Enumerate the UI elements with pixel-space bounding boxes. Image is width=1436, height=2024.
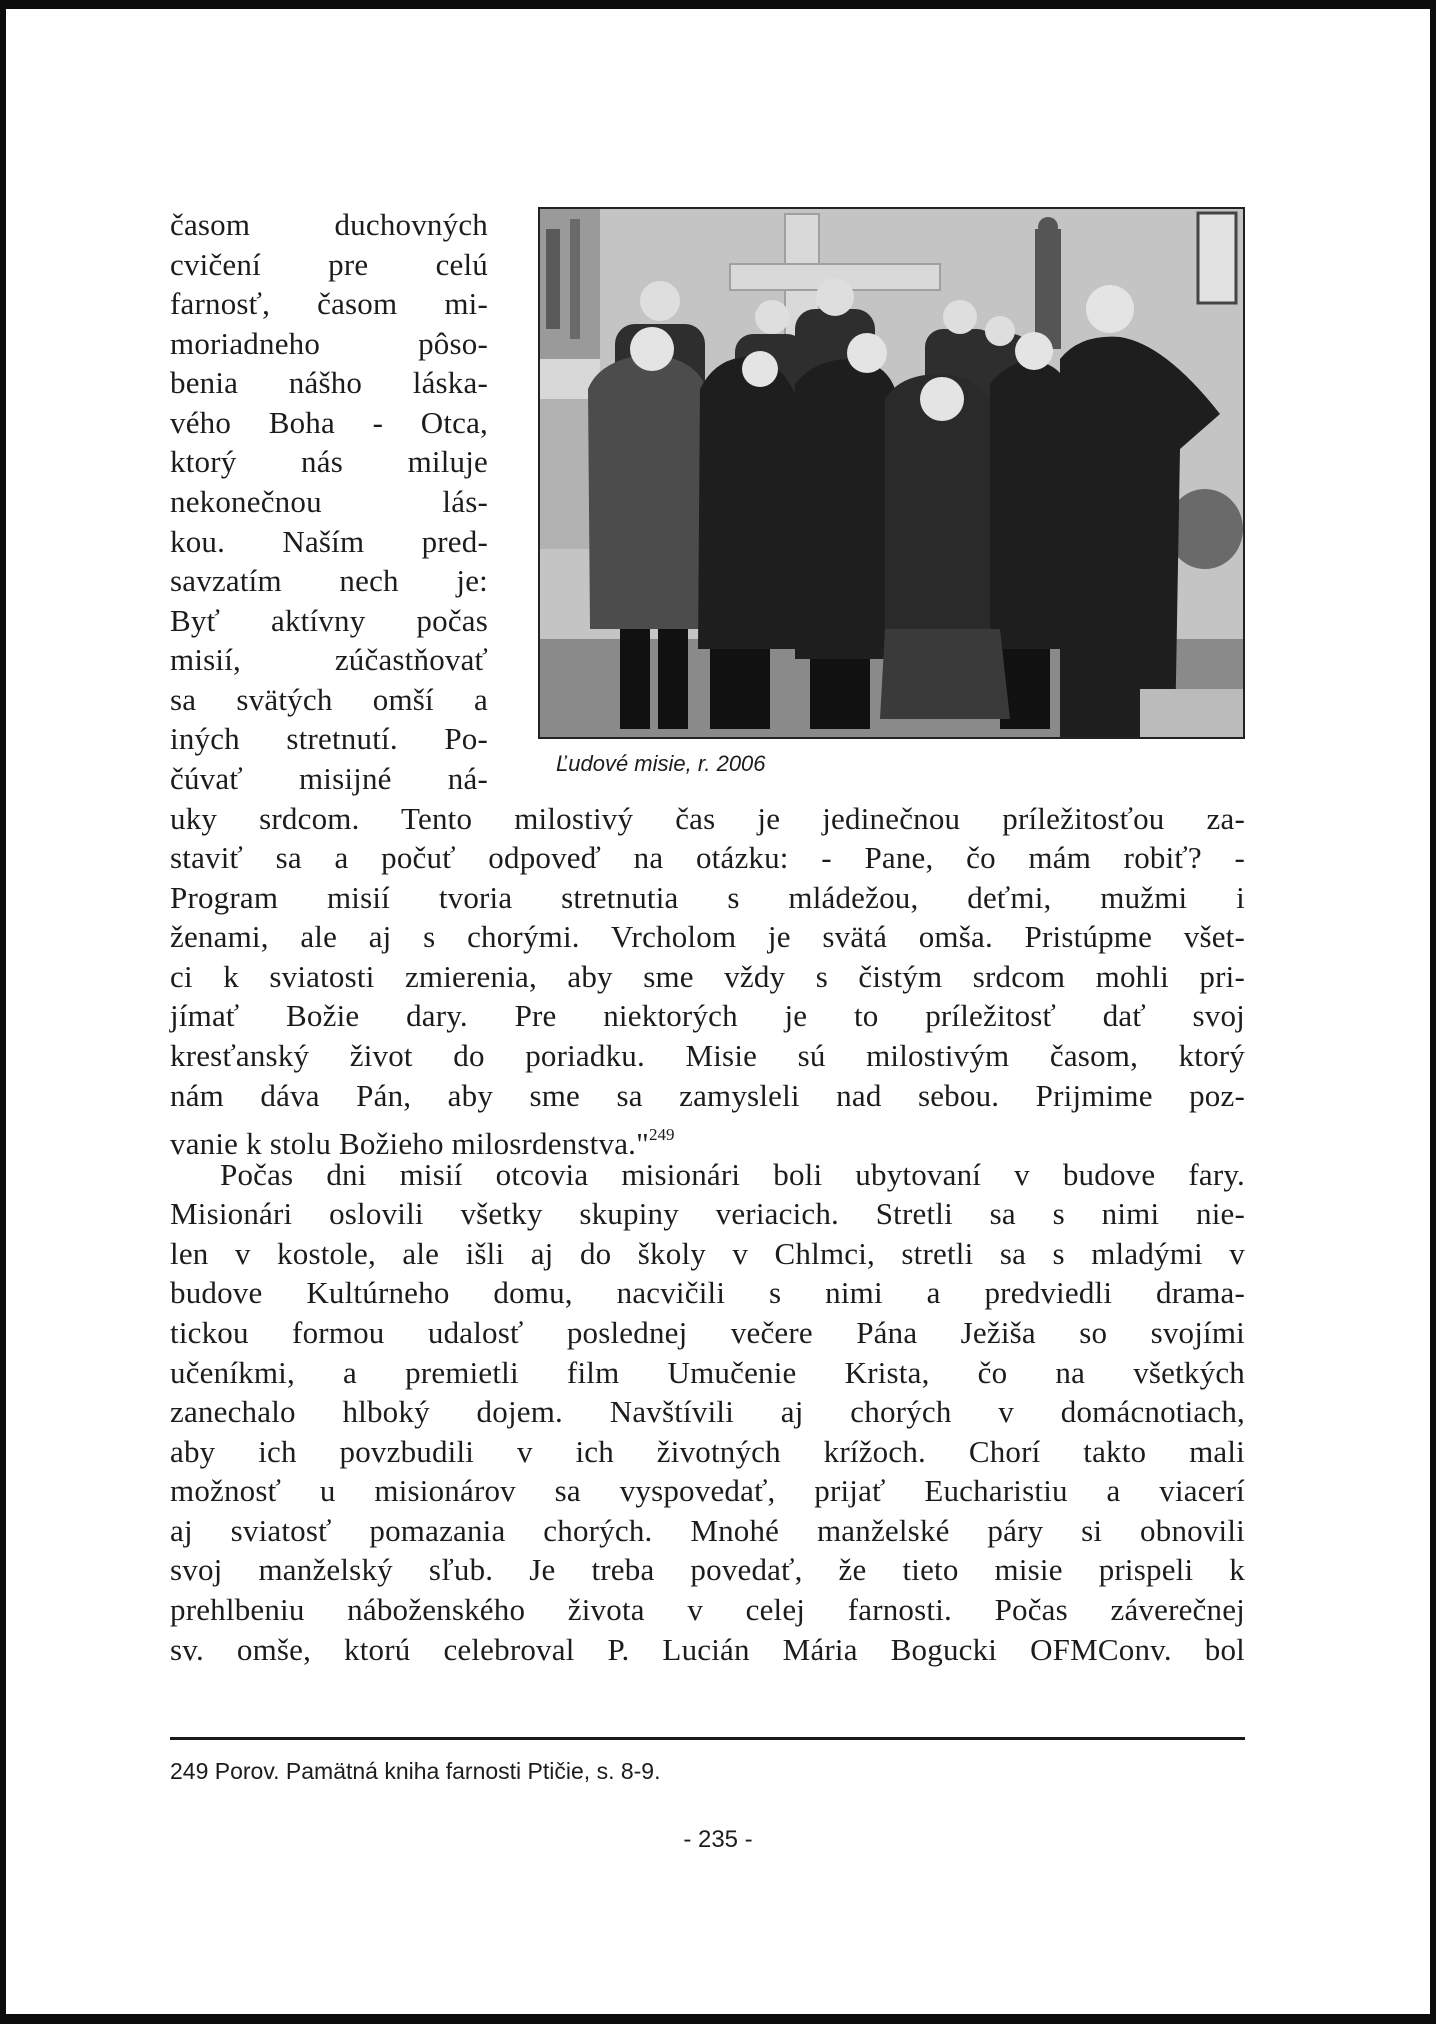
text-line: staviť sa a počuť odpoveď na otázku: - Pane, čo mám robiť? - xyxy=(170,840,1245,875)
group-photo xyxy=(538,207,1245,739)
text-line-with-footnote xyxy=(170,1115,1245,1161)
text-line: ci k sviatosti zmierenia, aby sme vždy s čistým srdcom mohli pri- xyxy=(170,959,1245,994)
text-line: nekonečnou lás- xyxy=(170,484,488,519)
text-line: sa svätých omší a xyxy=(170,682,488,717)
text-line: budove Kultúrneho domu, nacvičili s nimi a predviedli drama- xyxy=(170,1275,1245,1310)
text-line: možnosť u misionárov sa vyspovedať, prijať Eucharistiu a viacerí xyxy=(170,1473,1245,1508)
text-line: čúvať misijné ná- xyxy=(170,761,488,796)
text-line: ktorý nás miluje xyxy=(170,444,488,479)
footnote-separator xyxy=(170,1737,1245,1740)
text-line: časom duchovných xyxy=(170,207,488,242)
text-line: benia nášho láska- xyxy=(170,365,488,400)
page-number: - 235 - xyxy=(683,1826,753,1853)
text-line: aj sviatosť pomazania chorých. Mnohé manželské páry si obnovili xyxy=(170,1513,1245,1548)
text-line: zanechalo hlboký dojem. Navštívili aj chorých v domácnotiach, xyxy=(170,1394,1245,1429)
text-line: prehlbeniu náboženského života v celej farnosti. Počas záverečnej xyxy=(170,1592,1245,1627)
text-line: farnosť, časom mi- xyxy=(170,286,488,321)
text-line: nám dáva Pán, aby sme sa zamysleli nad sebou. Prijmime poz- xyxy=(170,1078,1245,1113)
text-line: ženami, ale aj s chorými. Vrcholom je svätá omša. Pristúpme všet- xyxy=(170,919,1245,954)
text-line: tickou formou udalosť poslednej večere Pána Ježiša so svojími xyxy=(170,1315,1245,1350)
footnote: 249 Porov. Pamätná kniha farnosti Ptičie, s. 8-9. xyxy=(170,1758,661,1784)
text-line: Počas dni misií otcovia misionári boli ubytovaní v budove fary. xyxy=(220,1157,1245,1192)
text-line: cvičení pre celú xyxy=(170,247,488,282)
text-line: vého Boha - Otca, xyxy=(170,405,488,440)
text-line: sv. omše, ktorú celebroval P. Lucián Mária Bogucki OFMConv. bol xyxy=(170,1632,1245,1667)
text-line: aby ich povzbudili v ich životných krížoch. Chorí takto mali xyxy=(170,1434,1245,1469)
photo-caption: Ľudové misie, r. 2006 xyxy=(556,751,766,776)
text-line: kou. Naším pred- xyxy=(170,524,488,559)
text-line: iných stretnutí. Po- xyxy=(170,721,488,756)
text-line: vanie k stolu Božieho milosrdenstva." xyxy=(170,1126,649,1161)
text-line: Misionári oslovili všetky skupiny veriacich. Stretli sa s nimi nie- xyxy=(170,1196,1245,1231)
text-line: svoj manželský sľub. Je treba povedať, že tieto misie prispeli k xyxy=(170,1552,1245,1587)
text-line: kresťanský život do poriadku. Misie sú milostivým časom, ktorý xyxy=(170,1038,1245,1073)
text-line: Byť aktívny počas xyxy=(170,603,488,638)
text-line: učeníkmi, a premietli film Umučenie Krista, čo na všetkých xyxy=(170,1355,1245,1390)
text-line: misií, zúčastňovať xyxy=(170,642,488,677)
text-line: len v kostole, ale išli aj do školy v Chlmci, stretli sa s mladými v xyxy=(170,1236,1245,1271)
footnote-reference: 249 xyxy=(648,1125,675,1144)
text-line: uky srdcom. Tento milostivý čas je jedinečnou príležitosťou za- xyxy=(170,801,1245,836)
text-line: savzatím nech je: xyxy=(170,563,488,598)
text-line: moriadneho pôso- xyxy=(170,326,488,361)
text-line: Program misií tvoria stretnutia s mládežou, deťmi, mužmi i xyxy=(170,880,1245,915)
text-line: jímať Božie dary. Pre niektorých je to príležitosť dať svoj xyxy=(170,998,1245,1033)
